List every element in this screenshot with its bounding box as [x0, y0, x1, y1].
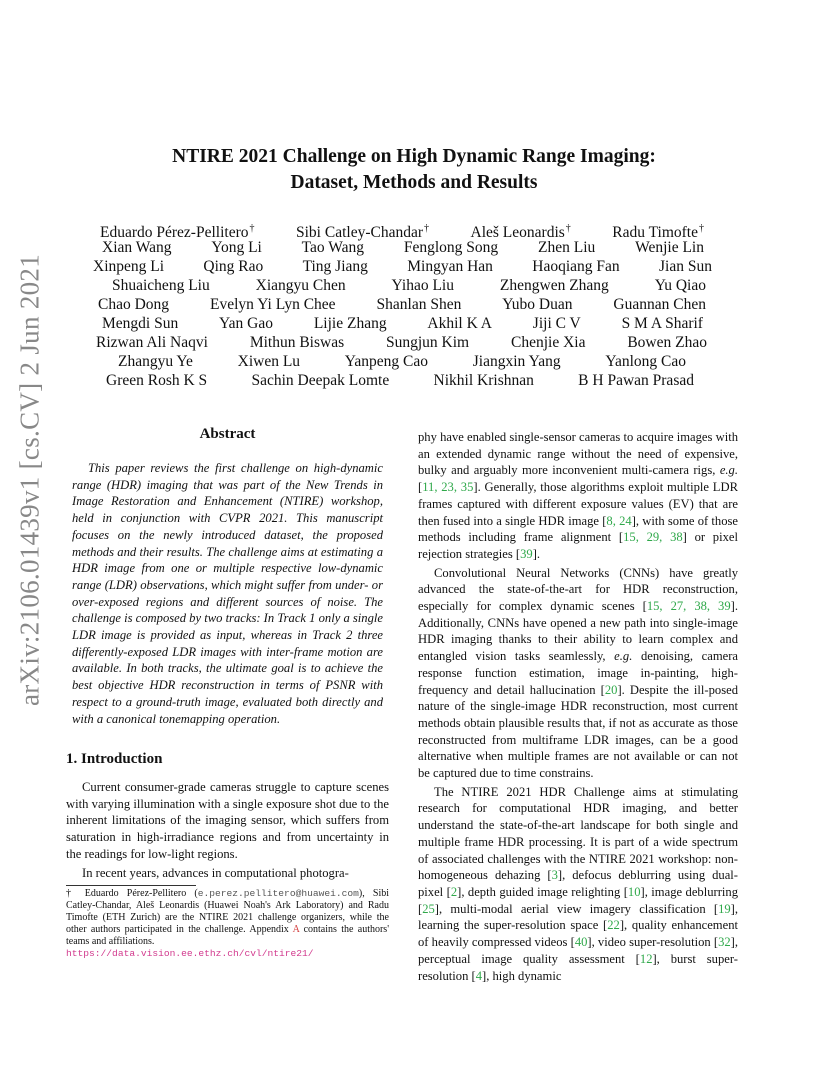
author-name: Jian Sun — [658, 258, 712, 275]
citation-link[interactable]: 22 — [607, 918, 620, 933]
author-name: Yong Li — [211, 239, 262, 256]
author-name: Lijie Zhang — [313, 315, 387, 332]
author-name: Zhen Liu — [538, 239, 596, 256]
abstract-body — [66, 460, 389, 727]
author-name: Jiji C V — [532, 315, 581, 332]
author-name: Mithun Biswas — [249, 334, 345, 351]
citation-link[interactable]: 32 — [718, 935, 731, 950]
intro-paragraph-1: Current consumer-grade cameras struggle to capture scenes with varying illumination with a single exposure shot due to the inherent limitations of the imaging sensor, which suffers from saturation in high-irradiance regions and from uncertainty in the readings for low-light regions. — [66, 780, 389, 861]
author-name: Zhengwen Zhang — [499, 277, 609, 294]
author-name: Sungjun Kim — [386, 334, 470, 351]
author-name: Radu Timofte† — [612, 223, 704, 241]
author-name: Wenjie Lin — [635, 239, 704, 256]
author-name: Akhil K A — [427, 315, 492, 332]
author-row — [92, 371, 712, 390]
author-name: Xinpeng Li — [93, 258, 165, 275]
author-name: Chenjie Xia — [510, 334, 586, 351]
author-row — [92, 257, 712, 276]
title-line-1: NTIRE 2021 Challenge on High Dynamic Range Imaging: — [172, 146, 656, 167]
author-name: Xiangyu Chen — [255, 277, 346, 294]
author-row — [92, 314, 712, 333]
right-column-body — [418, 429, 738, 984]
author-name: Shanlan Shen — [376, 296, 462, 313]
footnote: † Eduardo Pérez-Pellitero (e.perez.pellitero@huawei.com), Sibi Catley-Chandar, Aleš Leonardis (Huawei Noah's Ark Laboratory) and Radu Timofte (ETH Zurich) are the NTIRE 2021 challenge organizers, while the other authors participated in the challenge. Appendix A contains the authors' teams and affiliations. https://data.vision.ee.ethz.ch/cvl/ntire21/ — [66, 888, 389, 959]
email-link[interactable]: e.perez.pellitero@huawei.com — [197, 888, 359, 899]
citation-link[interactable]: 12 — [639, 951, 653, 966]
author-list — [92, 219, 712, 390]
right-paragraph-1: phy have enabled single-sensor cameras to acquire images with an extended dynamic range without the need of expensive, bulky and arguably more inconvenient multi-camera rigs, e.g. [11, 23, 35]. Generally, those algorithms exploit multiple LDR frames captured with different exposure values (EV) that are then fused into a single HDR image [8, 24], with some of those methods including frame alignment [15, 29, 38] or pixel rejection strategies [39]. — [418, 430, 739, 561]
intro-paragraph-2: In recent years, advances in computational photogra- — [82, 865, 349, 880]
paper-title — [100, 144, 728, 196]
author-name: Guannan Chen — [613, 296, 706, 313]
author-row — [92, 219, 712, 241]
section-heading-introduction: 1. Introduction — [66, 751, 163, 767]
right-paragraph-3: The NTIRE 2021 HDR Challenge aims at stimulating research for computational HDR imaging, and better understand the state-of-the-art landscape for both single and multiple frame HDR processing. It is part of a wide spectrum of associated challenges with the NTIRE 2021 workshop: non-homogeneous dehazing [3], defocus deblurring using dual-pixel [2], depth guided image relighting [10], image deblurring [25], multi-modal aerial view imagery classification [19], learning the super-resolution space [22], quality enhancement of heavily compressed videos [40], video super-resolution [32], perceptual image quality assessment [12], burst super-resolution [4], high dynamic — [418, 784, 738, 983]
citation-link[interactable]: 4 — [475, 968, 483, 983]
author-name: Green Rosh K S — [106, 372, 208, 389]
citation-link[interactable]: 2 — [450, 884, 458, 899]
author-name: Evelyn Yi Lyn Chee — [210, 296, 336, 313]
title-line-2: Dataset, Methods and Results — [290, 172, 538, 193]
arxiv-id-text: arXiv:2106.01439v1 [cs.CV] 2 Jun 2021 — [14, 253, 45, 707]
author-name: Mengdi Sun — [102, 315, 179, 332]
citation-link[interactable]: 19 — [718, 901, 731, 916]
footnote-rule — [66, 885, 196, 886]
author-row — [92, 276, 712, 295]
author-row — [92, 352, 712, 371]
citation-link[interactable]: 3 — [551, 868, 558, 883]
author-name: Xiwen Lu — [237, 353, 301, 370]
author-name: Chao Dong — [98, 296, 170, 313]
author-name: Sachin Deepak Lomte — [251, 372, 390, 389]
author-name: Shuaicheng Liu — [112, 277, 210, 294]
author-name: Mingyan Han — [407, 258, 493, 275]
arxiv-identifier — [0, 180, 60, 780]
author-row — [92, 333, 712, 352]
author-name: Yanlong Cao — [605, 353, 686, 370]
citation-link[interactable]: 25 — [422, 901, 435, 916]
author-row — [92, 295, 712, 314]
author-name: Aleš Leonardis† — [470, 223, 571, 241]
citation-link[interactable]: 15, 27, 38, 39 — [646, 599, 731, 614]
author-name: Yu Qiao — [654, 277, 706, 294]
author-name: Sibi Catley-Chandar† — [296, 223, 429, 241]
author-name: Eduardo Pérez-Pellitero† — [100, 223, 255, 241]
citation-link[interactable]: 11, 23, 35 — [422, 480, 474, 495]
citation-link[interactable]: 8, 24 — [606, 513, 632, 528]
author-name: Zhangyu Ye — [118, 353, 193, 370]
introduction-body — [66, 779, 389, 881]
author-name: Fenglong Song — [403, 239, 499, 256]
author-name: Haoqiang Fan — [532, 258, 620, 275]
author-name: S M A Sharif — [621, 315, 703, 332]
author-name: Yan Gao — [219, 315, 274, 332]
challenge-url-link[interactable]: https://data.vision.ee.ethz.ch/cvl/ntire21/ — [66, 948, 314, 959]
author-name: Yihao Liu — [391, 277, 454, 294]
appendix-link[interactable]: A — [292, 924, 300, 935]
author-name: Yanpeng Cao — [344, 353, 429, 370]
author-name: Bowen Zhao — [627, 334, 707, 351]
author-name: Nikhil Krishnan — [433, 372, 534, 389]
author-name: Yubo Duan — [502, 296, 573, 313]
author-name: Qing Rao — [203, 258, 264, 275]
right-paragraph-2: Convolutional Neural Networks (CNNs) have greatly advanced the state-of-the-art for HDR reconstruction, especially for complex dynamic scenes [15, 27, 38, 39]. Additionally, CNNs have opened a new path into single-image HDR imaging thanks to their ability to learn complex and entangled vision tasks seamlessly, e.g. denoising, camera response function estimation, image in-painting, high-frequency and detail hallucination [20]. Despite the ill-posed nature of the single-image HDR reconstruction, most current methods obtain plausible results that, if not as accurate as those reconstructed from multiframe LDR images, can be a good alternative when multiple frames are not available or can not be captured due to time constrains. — [418, 565, 738, 781]
citation-link[interactable]: 15, 29, 38 — [623, 530, 683, 545]
author-name: Xian Wang — [102, 239, 172, 256]
abstract-heading: Abstract — [199, 426, 256, 442]
author-name: Ting Jiang — [302, 258, 368, 275]
author-name: Jiangxin Yang — [472, 353, 561, 370]
author-name: B H Pawan Prasad — [578, 372, 694, 389]
author-name: Rizwan Ali Naqvi — [96, 334, 208, 351]
abstract-text: This paper reviews the first challenge on high-dynamic range (HDR) imaging that was part of the New Trends in Image Restoration and Enhancement (NTIRE) workshop, held in conjunction with CVPR 2021. This manuscript focuses on the newly introduced dataset, the proposed methods and their results. The challenge aims at estimating a HDR image from one or multiple respective low-dynamic range (LDR) observations, which might suffer from under- or over-exposed regions and different sources of noise. The challenge is composed by two tracks: In Track 1 only a single LDR image is provided as input, whereas in Track 2 three differently-exposed LDR images with inter-frame motion are available. In both tracks, the ultimate goal is to achieve the best objective HDR reconstruction in terms of PSNR with respect to a ground-truth image, evaluated both directly and with a canonical tonemapping operation. — [72, 461, 383, 726]
author-name: Tao Wang — [301, 239, 365, 256]
citation-link[interactable]: 39 — [520, 546, 533, 561]
citation-link[interactable]: 20 — [604, 682, 618, 697]
citation-link[interactable]: 10 — [627, 884, 641, 899]
citation-link[interactable]: 40 — [574, 935, 588, 950]
